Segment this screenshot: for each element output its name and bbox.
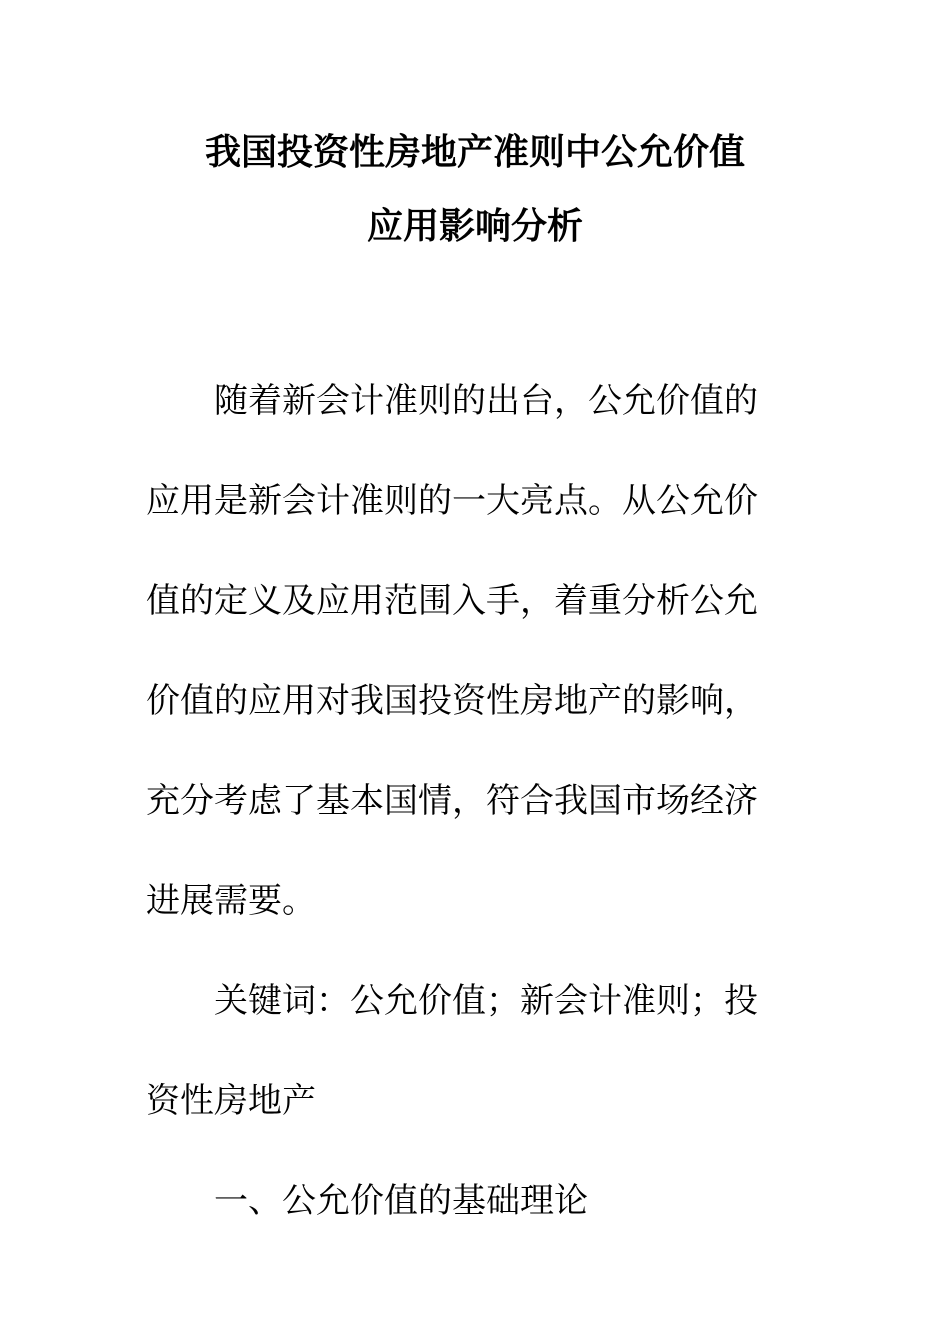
keywords-line-1: 关键词：公允价值；新会计准则；投 (214, 981, 758, 1021)
abstract-line-2: 应用是新会计准则的一大亮点。从公允价 (146, 481, 758, 521)
section-heading: 一、公允价值的基础理论 (214, 1181, 588, 1221)
document-title-line-1: 我国投资性房地产准则中公允价值 (204, 131, 745, 173)
abstract-line-5: 充分考虑了基本国情，符合我国市场经济 (146, 781, 758, 821)
document-title-line-2: 应用影响分析 (366, 205, 583, 247)
abstract-line-3: 值的定义及应用范围入手，着重分析公允 (146, 581, 758, 621)
abstract-line-4: 价值的应用对我国投资性房地产的影响， (146, 681, 758, 721)
keywords-line-2: 资性房地产 (146, 1081, 316, 1121)
abstract-line-6: 进展需要。 (146, 881, 316, 921)
abstract-line-1: 随着新会计准则的出台，公允价值的 (214, 381, 758, 421)
